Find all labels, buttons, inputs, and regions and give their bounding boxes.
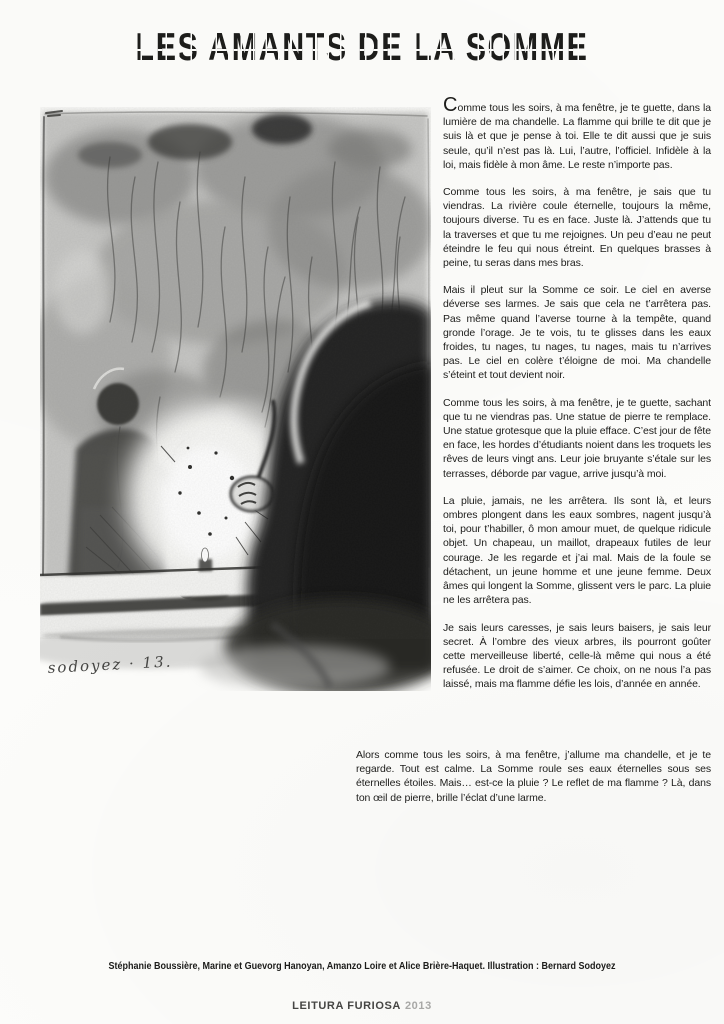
paragraph-1: Comme tous les soirs, à ma fenêtre, je te guette, dans la lumière de ma chandelle. La flamme qui brille te dit que je suis là et que je pense à toi. Elle te dit aussi que je suis seule, qu’il n’est pas là. Lui, l’autre, l’officiel. Infidèle à la loi, mais fidèle à mon âme. Le reste n’importe pas. bbox=[443, 94, 711, 171]
footer-year: 2013 bbox=[404, 1000, 432, 1012]
paper-grain bbox=[40, 107, 431, 639]
closing-paragraph: Alors comme tous les soirs, à ma fenêtre, j’allume ma chandelle, et je te regarde. Tout est calme. La Somme roule ses eaux éternelles sous ses éternelles étoiles. Mais… est-ce la pluie ? Le reflet de ma flamme ? Là, dans ton œil de pierre, brille l’éclat d’une larme. bbox=[356, 749, 711, 804]
paragraph-2: Comme tous les soirs, à ma fenêtre, je sais que tu viendras. La rivière coule éternelle, toujours la même, toujours diverse. Tu es en face. Juste là. J’attends que tu la traverses et que tu me rejoignes. Un peu d’eau ne peut éteindre le feu qui nous étreint. En quelques brasses à peine, tu seras dans mes bras. bbox=[443, 186, 711, 270]
article-text-column bbox=[443, 94, 711, 705]
credits-line: Stéphanie Boussière, Marine et Guevorg Hanoyan, Amanzo Loire et Alice Brière-Haquet. Illustration : Bernard Sodoyez bbox=[108, 961, 616, 972]
page-title: LES AMANTS DE LA SOMME bbox=[80, 26, 645, 71]
artist-signature: sodoyez · 13. bbox=[47, 652, 173, 677]
footer bbox=[0, 1000, 724, 1012]
footer-title: LEITURA FURIOSA bbox=[292, 1000, 401, 1012]
paragraph-4: Comme tous les soirs, à ma fenêtre, je te guette, sachant que tu ne viendras pas. Une statue de pierre te remplace. Une statue grotesque que la pluie efface. C’est jour de fête en face, les hordes d’étudiants noient dans les troquets les rêves de leurs vingt ans. Leur joie bruyante s’étale sur les terrasses, déborde par vague, arrive jusqu’à moi. bbox=[443, 396, 711, 480]
ink-wash-illustration bbox=[40, 107, 431, 691]
paragraph-3: Mais il pleut sur la Somme ce soir. Le ciel en averse déverse ses larmes. Je sais que cela ne t’arrêtera pas. Pas même quand l’averse tourne à la tempête, quand gronde l’orage. Je te vois, tu te glisses dans les eaux froides, tu nages, tu nages, tu nages, mais tu n’arrives pas. Le ciel en colère t’éloigne de moi. Ma chandelle s’éteint et tout devient noir. bbox=[443, 284, 711, 382]
illustration bbox=[40, 107, 431, 691]
paragraph-5: La pluie, jamais, ne les arrêtera. Ils sont là, et leurs ombres plongent dans les eaux sombres, nagent jusqu’à toi, pour t’habiller, ô mon amour muet, de quelque ridicule objet. Un chapeau, un maillot, drapeaux futiles de leur courage. Je les regarde et j’ai mal. Mais de la foule se détachent, un jeune homme et une jeune femme. Deux âmes qui longent la Somme, glissent vers le parc. La pluie ne les arrêtera pas. bbox=[443, 494, 711, 607]
paragraph-6: Je sais leurs caresses, je sais leurs baisers, je sais leur secret. À l’ombre des vieux arbres, ils pourront goûter cette merveilleuse liberté, celle-là même qui nous a été refusée. Le droit de s’aimer. Ce choix, on ne nous l’a pas laissé, mais ma flamme défie les lois, d’année en année. bbox=[443, 621, 711, 691]
